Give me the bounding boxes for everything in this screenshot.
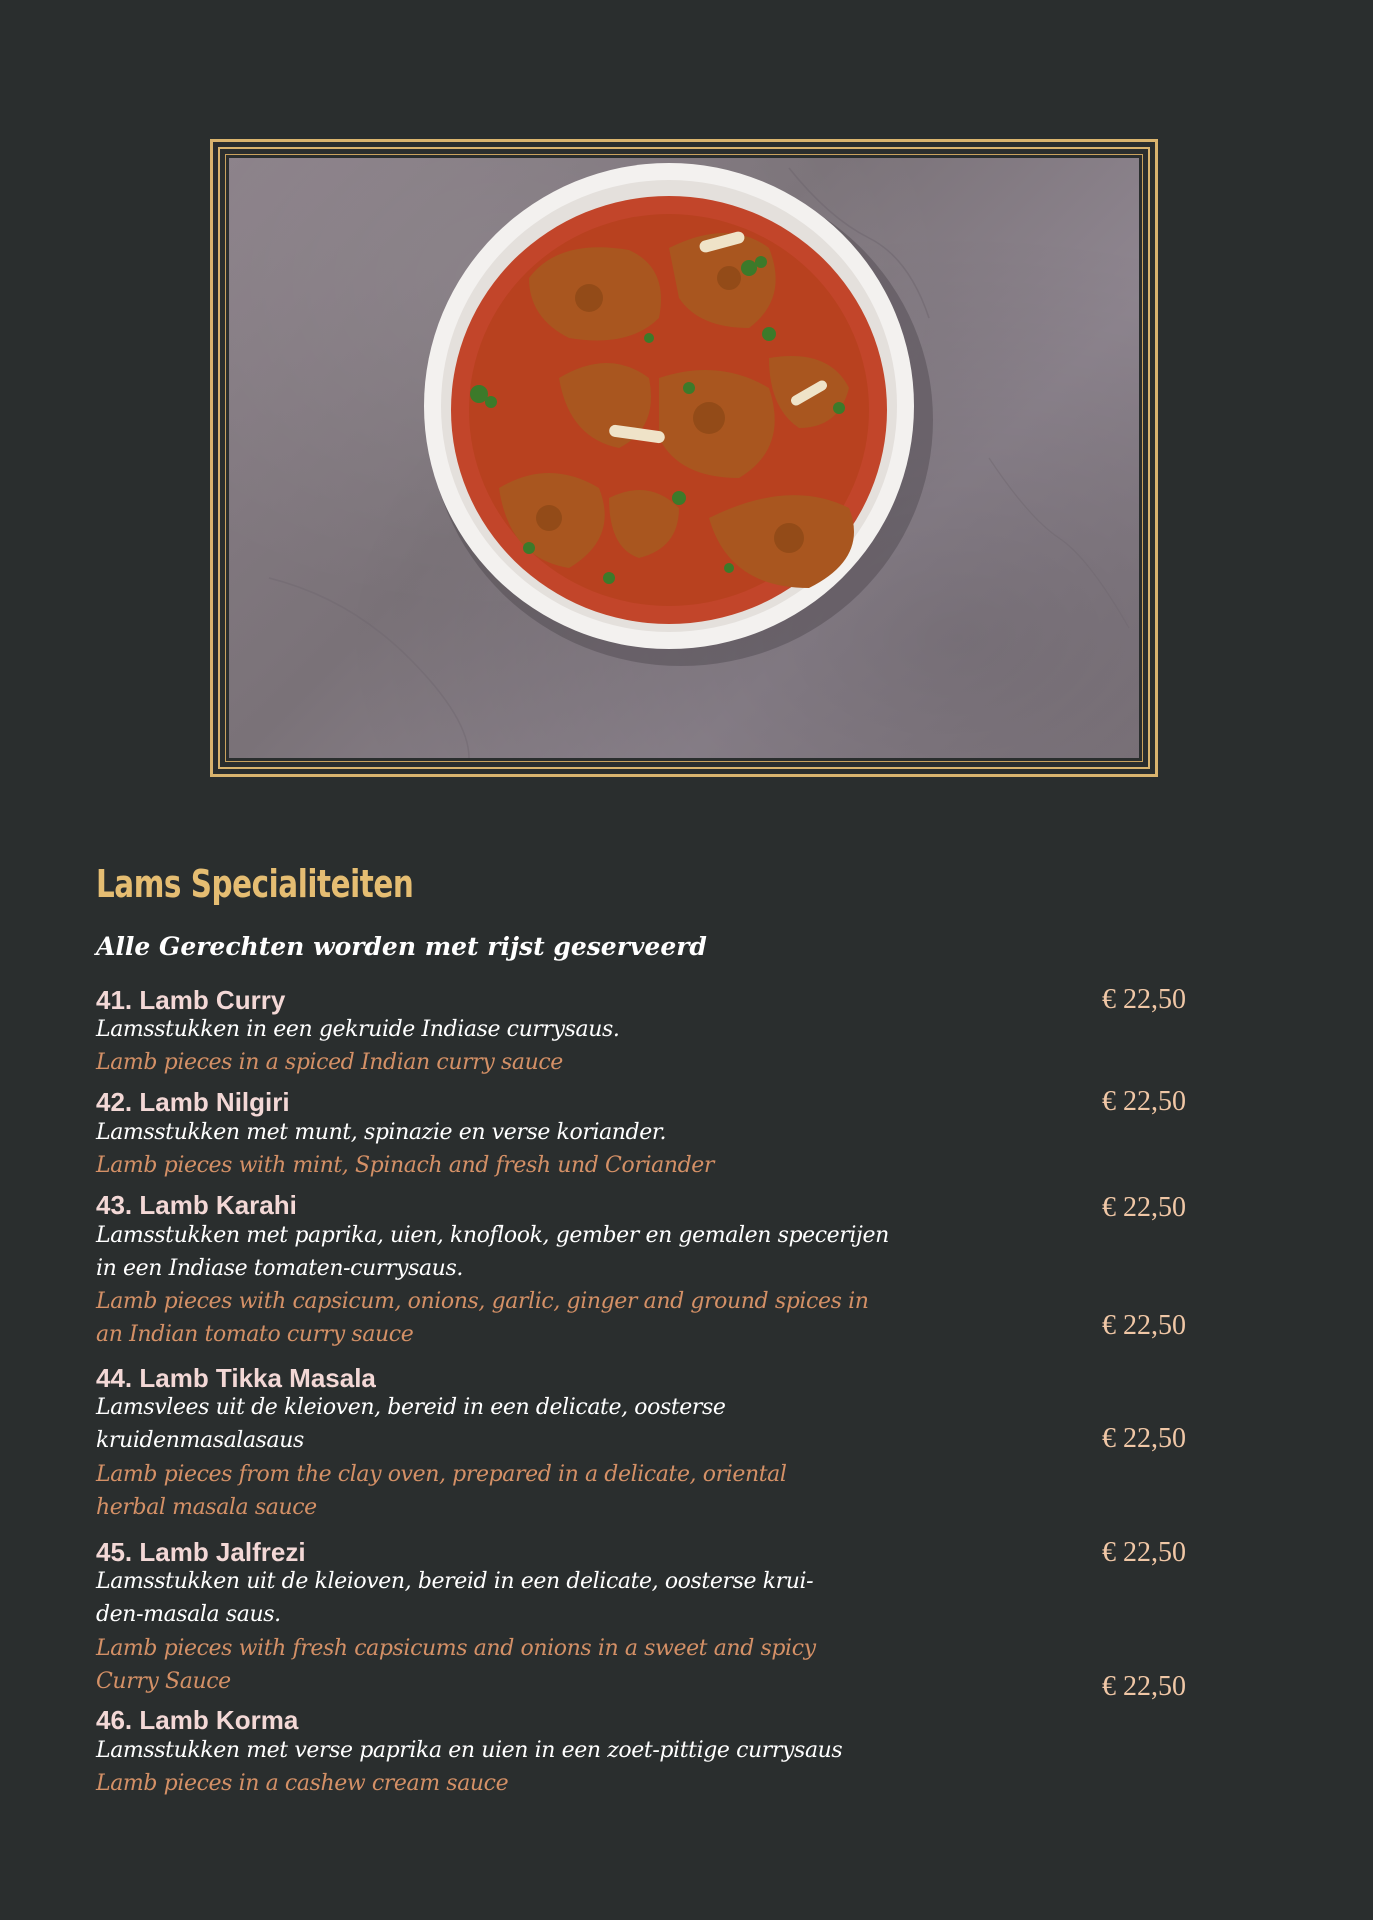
menu-item-price: € 22,50	[1102, 984, 1186, 1015]
menu-item-description-en: Lamb pieces with mint, Spinach and fresh und Coriander	[96, 1153, 714, 1178]
menu-item-description-nl: Lamsstukken uit de kleioven, bereid in een delicate, oosterse krui-	[96, 1569, 814, 1594]
menu-item-description-nl: Lamsvlees uit de kleioven, bereid in een delicate, oosterse	[96, 1395, 726, 1420]
menu-item-description-en: Curry Sauce	[96, 1669, 231, 1694]
menu-item-price: € 22,50	[1102, 1310, 1186, 1341]
menu-item-description-nl: Lamsstukken met paprika, uien, knoflook, gember en gemalen specerijen	[96, 1223, 889, 1248]
menu-item-description-en: Lamb pieces from the clay oven, prepared in a delicate, oriental	[96, 1462, 787, 1487]
section-title: Lams Specialiteiten	[96, 862, 414, 906]
menu-item-description-nl: in een Indiase tomaten-currysaus.	[96, 1256, 463, 1281]
menu-item-description-en: Lamb pieces in a spiced Indian curry sauce	[96, 1050, 563, 1075]
menu-item-price: € 22,50	[1102, 1537, 1186, 1568]
menu-item-description-nl: Lamsstukken in een gekruide Indiase currysaus.	[96, 1017, 620, 1042]
lamb-curry-photo	[229, 158, 1139, 758]
curry-bowl-illustration	[229, 158, 1139, 758]
photo-frame	[210, 139, 1158, 777]
menu-item-name: 45. Lamb Jalfrezi	[96, 1537, 306, 1567]
menu-item-price: € 22,50	[1102, 1671, 1186, 1702]
menu-item-description-en: Lamb pieces with fresh capsicums and onions in a sweet and spicy	[96, 1636, 816, 1661]
menu-item-description-en: an Indian tomato curry sauce	[96, 1322, 414, 1347]
menu-item-description-en: herbal masala sauce	[96, 1495, 317, 1520]
menu-item-price: € 22,50	[1102, 1423, 1186, 1454]
menu-item-name: 44. Lamb Tikka Masala	[96, 1363, 376, 1393]
section-subtitle: Alle Gerechten worden met rijst geserveerd	[96, 932, 707, 961]
menu-item-description-nl: den-masala saus.	[96, 1602, 281, 1627]
menu-item-price: € 22,50	[1102, 1192, 1186, 1223]
menu-item-description-nl: Lamsstukken met verse paprika en uien in een zoet-pittige currysaus	[96, 1738, 843, 1763]
menu-item-name: 46. Lamb Korma	[96, 1705, 299, 1735]
menu-item-description-nl: Lamsstukken met munt, spinazie en verse koriander.	[96, 1120, 667, 1145]
menu-item-description-nl: kruidenmasalasaus	[96, 1428, 304, 1453]
menu-item-price: € 22,50	[1102, 1086, 1186, 1117]
menu-item-name: 42. Lamb Nilgiri	[96, 1087, 290, 1117]
menu-item-name: 41. Lamb Curry	[96, 985, 286, 1015]
menu-item-name: 43. Lamb Karahi	[96, 1190, 297, 1220]
menu-item-description-en: Lamb pieces with capsicum, onions, garlic, ginger and ground spices in	[96, 1289, 869, 1314]
menu-item-description-en: Lamb pieces in a cashew cream sauce	[96, 1771, 509, 1796]
